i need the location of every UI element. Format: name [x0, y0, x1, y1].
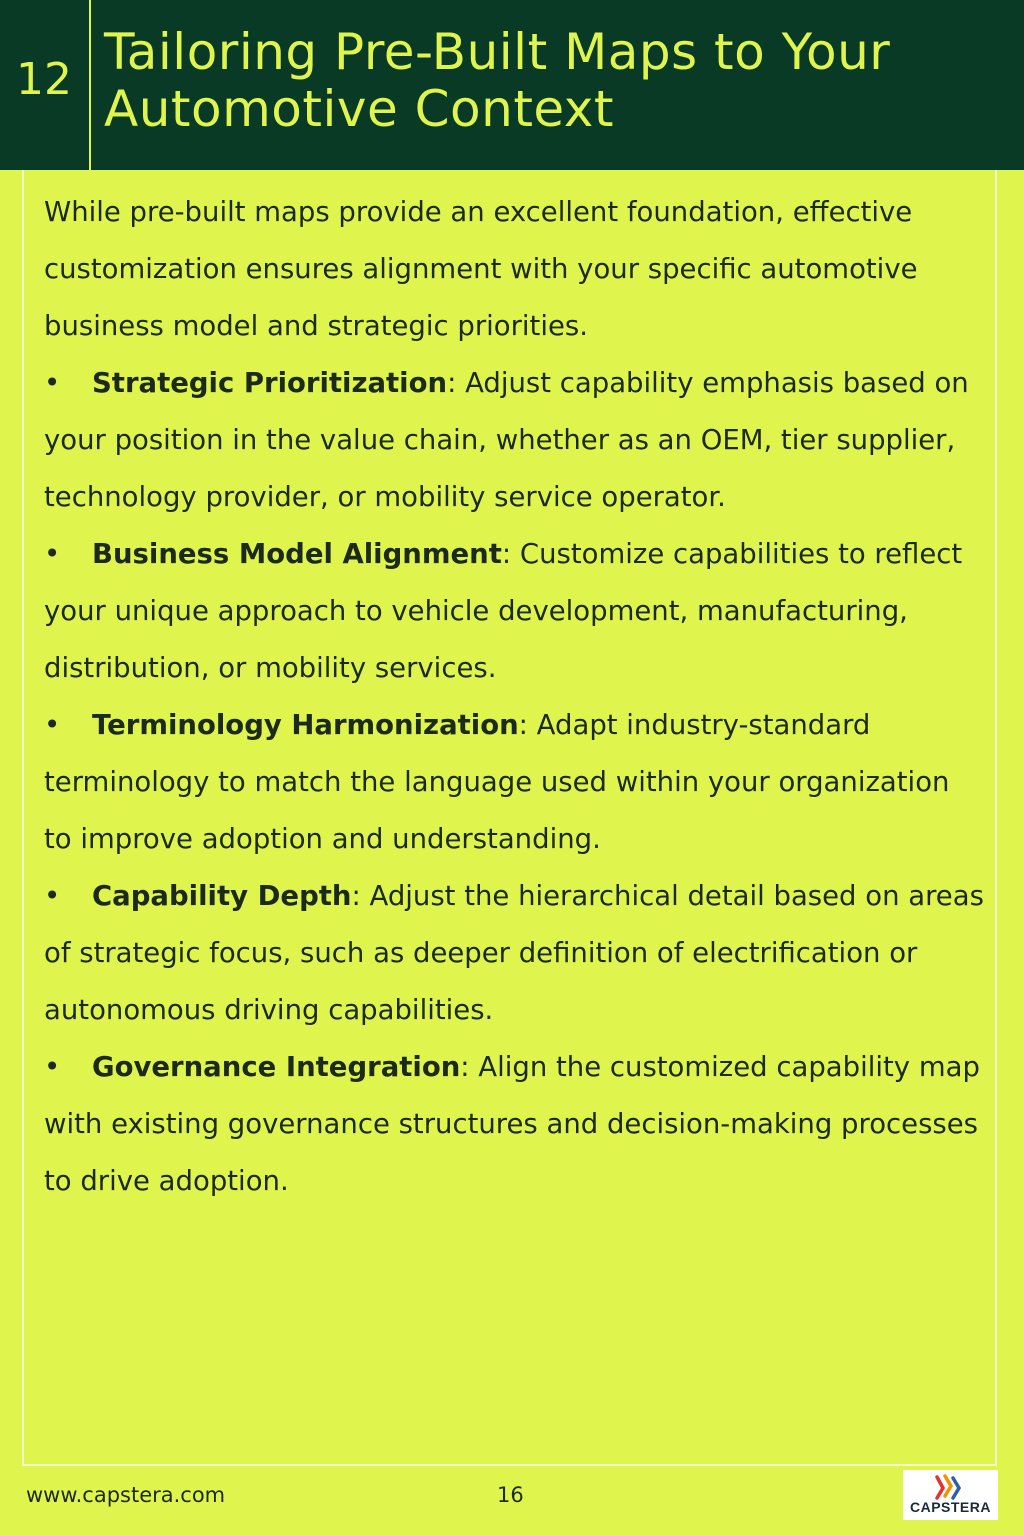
bullet-dot-icon: •	[44, 367, 61, 399]
bullet-separator: :	[351, 880, 361, 912]
bullet-term: Capability Depth	[92, 880, 352, 912]
bullet-business-model-alignment	[44, 526, 984, 697]
header-divider	[89, 0, 91, 170]
bullet-dot-icon: •	[44, 709, 61, 741]
footer-url[interactable]: www.capstera.com	[26, 1483, 226, 1507]
bullet-dot-icon: •	[44, 880, 61, 912]
bullet-capability-depth	[44, 868, 984, 1039]
bullet-terminology-harmonization	[44, 697, 984, 868]
page-number: 16	[497, 1483, 524, 1507]
capstera-logo-icon	[933, 1474, 969, 1500]
bullet-text: Align the customized capability map with existing governance structures and decision-making processes to drive adoption.	[44, 1051, 980, 1197]
bullet-text: Customize capabilities to reflect your unique approach to vehicle development, manufacturing, distribution, or mobility services.	[44, 538, 963, 684]
bullet-term: Governance Integration	[92, 1051, 461, 1083]
bullet-separator: :	[501, 538, 512, 570]
bullet-text: Adjust capability emphasis based on your position in the value chain, whether as an OEM, tier supplier, technology provider, or mobility service operator.	[44, 367, 969, 513]
section-number: 12	[16, 54, 72, 105]
page-header	[0, 0, 1024, 170]
bullet-separator: :	[460, 1051, 470, 1083]
bullet-separator: :	[447, 367, 457, 399]
logo-text: CAPSTERA	[909, 1499, 991, 1515]
title-line-2: Automotive Context	[104, 80, 615, 138]
content-body	[44, 184, 984, 1210]
title-line-1: Tailoring Pre-Built Maps to Your	[104, 23, 891, 81]
bullet-text: Adapt industry-standard terminology to match the language used within your organization to improve adoption and understanding.	[44, 709, 950, 855]
bullet-list	[44, 355, 984, 1210]
intro-paragraph: While pre-built maps provide an excellent foundation, effective customization ensures alignment with your specific automotive business model and strategic priorities.	[44, 196, 918, 342]
capstera-logo	[903, 1470, 998, 1520]
bullet-governance-integration	[44, 1039, 984, 1210]
bullet-strategic-prioritization	[44, 355, 984, 526]
bullet-dot-icon: •	[44, 538, 61, 570]
bullet-dot-icon: •	[44, 1051, 61, 1083]
bullet-term: Terminology Harmonization	[92, 709, 519, 741]
bullet-term: Business Model Alignment	[92, 538, 502, 570]
bullet-term: Strategic Prioritization	[92, 367, 448, 399]
page-title	[104, 24, 890, 138]
bullet-separator: :	[518, 709, 528, 741]
bullet-text: Adjust the hierarchical detail based on areas of strategic focus, such as deeper definition of electrification or autonomous driving capabilities.	[44, 880, 984, 1026]
